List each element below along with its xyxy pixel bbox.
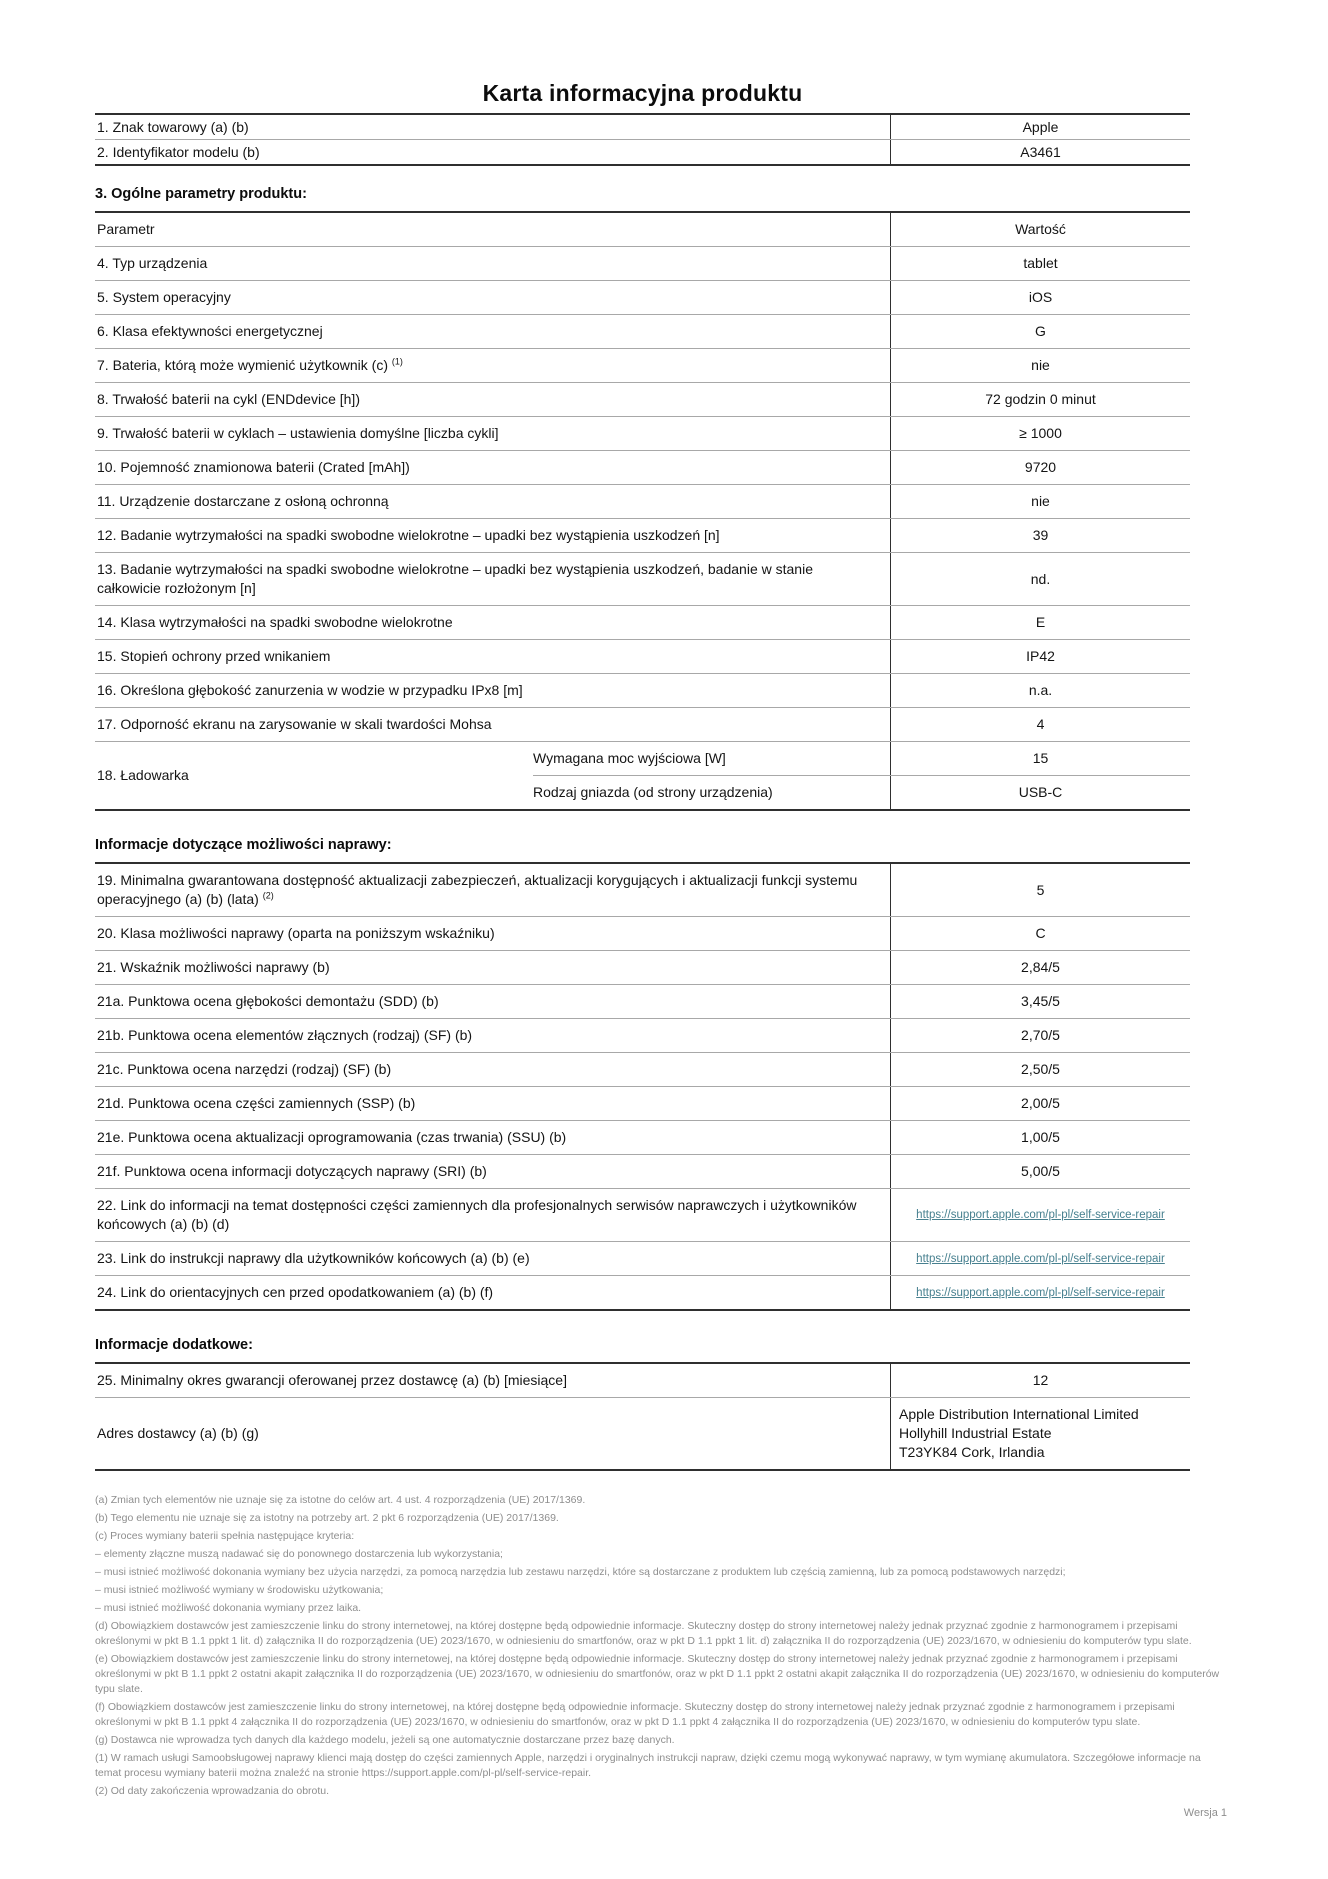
row-label: 24. Link do orientacyjnych cen przed opodatkowaniem (a) (b) (f)	[97, 1284, 494, 1300]
footnote: (b) Tego elementu nie uznaje się za istotny na potrzeby art. 2 pkt 6 rozporządzenia (UE) 2017/1369.	[95, 1512, 559, 1524]
row-label: 21c. Punktowa ocena narzędzi (rodzaj) (SF) (b)	[97, 1061, 392, 1077]
row-label: 21f. Punktowa ocena informacji dotyczących naprawy (SRI) (b)	[97, 1163, 487, 1179]
section-heading-general: 3. Ogólne parametry produktu:	[95, 186, 307, 202]
row-value: 1,00/5	[890, 1121, 1190, 1154]
table-row	[95, 450, 1190, 484]
footnote: (c) Proces wymiany baterii spełnia następujące kryteria:	[95, 1530, 355, 1542]
row-value: n.a.	[890, 674, 1190, 707]
table-row	[95, 1120, 1190, 1154]
row-value: 2,00/5	[890, 1087, 1190, 1120]
supplier-address	[890, 1398, 1190, 1469]
table-row	[95, 246, 1190, 280]
table-row	[95, 1018, 1190, 1052]
footnote: – musi istnieć możliwość dokonania wymiany bez użycia narzędzi, za pomocą narzędzia lub zestawu narzędzi, które są dostarczane z produktem lub częścią zamienną, lub za pomocą podstawowych narzędzi;	[95, 1566, 1066, 1578]
row-value: ≥ 1000	[890, 417, 1190, 450]
row-label: 13. Badanie wytrzymałości na spadki swobodne wielokrotne – upadki bez wystąpienia uszkodzeń, badanie w stanie całkowicie rozłożonym [n]	[97, 561, 813, 596]
footnote: (a) Zmian tych elementów nie uznaje się za istotne do celów art. 4 ust. 4 rozporządzenia (UE) 2017/1369.	[95, 1494, 586, 1506]
row-label: 21d. Punktowa ocena części zamiennych (SSP) (b)	[97, 1095, 416, 1111]
table-row	[95, 1188, 1190, 1241]
self-service-repair-link[interactable]: https://support.apple.com/pl-pl/self-service-repair	[916, 1286, 1165, 1299]
table-header-row	[95, 213, 1190, 246]
address-line: Hollyhill Industrial Estate	[899, 1425, 1052, 1441]
table-row	[95, 139, 1190, 164]
row-value: 2,84/5	[890, 951, 1190, 984]
row-label: 7. Bateria, którą może wymienić użytkownik (c) $^{(1)}$	[97, 356, 403, 373]
row-label: 22. Link do informacji na temat dostępności części zamiennych dla profesjonalnych serwisów naprawczych i użytkowników końcowych (a) (b) (d)	[97, 1197, 857, 1232]
table-row	[95, 1052, 1190, 1086]
version-label: Wersja 1	[1183, 1807, 1227, 1819]
footnote: (d) Obowiązkiem dostawców jest zamieszczenie linku do strony internetowej, na której dostępne będą odpowiednie informacje. Skuteczny dostęp do strony internetowej należy jednak przyznać zgodnie z harmonogramem i przepisami określonymi w pkt B 1.1 ppkt 1 lit. d) załącznika II do rozporządzenia (UE) 2023/1670, w odniesieniu do smartfonów, oraz w pkt D 1.1 ppkt 1 lit. d) załącznika II do rozporządzenia (UE) 2023/1670, w odniesieniu do komputerów typu slate.	[95, 1620, 1192, 1647]
charger-row	[95, 741, 1190, 809]
identity-table	[95, 113, 1190, 166]
table-row	[95, 984, 1190, 1018]
sub-row-value: 15	[890, 742, 1190, 775]
row-label: 25. Minimalny okres gwarancji oferowanej przez dostawcę (a) (b) [miesiące]	[97, 1372, 567, 1388]
footnote: (1) W ramach usługi Samoobsługowej naprawy klienci mają dostęp do części zamiennych Apple, narzędzi i oryginalnych instrukcji napraw, dzięki czemu mogą wykonywać naprawy, w tym wymianę akumulatora. Szczegółowe informacje na temat procesu wymiany baterii można znaleźć na stronie https://support.apple.com/pl-pl/self-service-repair.	[95, 1752, 1201, 1779]
address-line: Apple Distribution International Limited	[899, 1406, 1139, 1422]
row-value: nd.	[890, 553, 1190, 605]
table-row	[95, 416, 1190, 450]
footnote: – musi istnieć możliwość dokonania wymiany przez laika.	[95, 1602, 362, 1614]
row-label: 17. Odporność ekranu na zarysowanie w skali twardości Mohsa	[97, 716, 492, 732]
table-row	[95, 864, 1190, 916]
row-value: nie	[890, 485, 1190, 518]
table-row	[95, 1086, 1190, 1120]
table-row	[95, 1241, 1190, 1275]
row-value: nie	[890, 349, 1190, 382]
row-label: 19. Minimalna gwarantowana dostępność aktualizacji zabezpieczeń, aktualizacji korygujących i aktualizacji funkcji systemu operacyjnego (a) (b) (lata) $^{(2)}$	[97, 872, 858, 907]
row-value: 4	[890, 708, 1190, 741]
row-value: 2,70/5	[890, 1019, 1190, 1052]
row-label: 4. Typ urządzenia	[97, 255, 208, 271]
row-label: 8. Trwałość baterii na cykl (ENDdevice [h])	[97, 391, 360, 407]
table-row	[95, 280, 1190, 314]
footnote: – elementy złączne muszą nadawać się do ponownego dostarczenia lub wykorzystania;	[95, 1548, 503, 1560]
row-value	[890, 1189, 1190, 1241]
row-value: iOS	[890, 281, 1190, 314]
row-value: 2,50/5	[890, 1053, 1190, 1086]
table-row	[95, 639, 1190, 673]
row-value: E	[890, 606, 1190, 639]
section-heading-repair: Informacje dotyczące możliwości naprawy:	[95, 837, 392, 853]
row-value: 3,45/5	[890, 985, 1190, 1018]
table-row	[95, 348, 1190, 382]
column-header-parametr: Parametr	[97, 221, 155, 237]
row-value	[890, 1276, 1190, 1309]
row-label: 5. System operacyjny	[97, 289, 231, 305]
section-heading-additional: Informacje dodatkowe:	[95, 1337, 253, 1353]
row-label: 23. Link do instrukcji naprawy dla użytkowników końcowych (a) (b) (e)	[97, 1250, 530, 1266]
table-row	[95, 1364, 1190, 1397]
table-row	[95, 1154, 1190, 1188]
footnote-marker: (1)	[391, 356, 403, 367]
table-row	[95, 518, 1190, 552]
table-row	[95, 484, 1190, 518]
footnote: (e) Obowiązkiem dostawców jest zamieszczenie linku do strony internetowej, na której dostępne będą odpowiednie informacje. Skuteczny dostęp do strony internetowej należy jednak przyznać zgodnie z harmonogramem i przepisami określonymi w pkt B 1.1 ppkt 2 ostatni akapit załącznika II do rozporządzenia (UE) 2023/1670, w odniesieniu do smartfonów, oraz w pkt D 1.1 ppkt 2 ostatni akapit załącznika II do rozporządzenia (UE) 2023/1670, w odniesieniu do komputerów typu slate.	[95, 1653, 1220, 1695]
footnote-marker: (2)	[262, 890, 274, 901]
charger-sub-row	[533, 775, 1190, 809]
row-label: 14. Klasa wytrzymałości na spadki swobodne wielokrotne	[97, 614, 453, 630]
general-parameters-table	[95, 211, 1190, 811]
row-label: 1. Znak towarowy (a) (b)	[97, 119, 249, 135]
footnote: (g) Dostawca nie wprowadza tych danych dla każdego modelu, jeżeli są one automatycznie dostarczane przez bazę danych.	[95, 1734, 675, 1746]
footnotes	[95, 1493, 1227, 1799]
row-label: 10. Pojemność znamionowa baterii (Crated [mAh])	[97, 459, 410, 475]
table-row	[95, 552, 1190, 605]
row-label: 16. Określona głębokość zanurzenia w wodzie w przypadku IPx8 [m]	[97, 682, 523, 698]
table-row	[95, 115, 1190, 139]
row-label: 21. Wskaźnik możliwości naprawy (b)	[97, 959, 330, 975]
row-label: 12. Badanie wytrzymałości na spadki swobodne wielokrotne – upadki bez wystąpienia uszkodzeń [n]	[97, 527, 720, 543]
row-value: 12	[890, 1364, 1190, 1397]
page-title: Karta informacyjna produktu	[482, 80, 803, 106]
table-row	[95, 605, 1190, 639]
table-row	[95, 916, 1190, 950]
row-label: 20. Klasa możliwości naprawy (oparta na poniższym wskaźniku)	[97, 925, 495, 941]
row-value: Apple	[890, 115, 1190, 139]
charger-sub-rows	[533, 742, 1190, 809]
table-row	[95, 673, 1190, 707]
row-label: 21e. Punktowa ocena aktualizacji oprogramowania (czas trwania) (SSU) (b)	[97, 1129, 567, 1145]
table-row	[95, 950, 1190, 984]
column-header-wartosc: Wartość	[890, 213, 1190, 246]
row-value: A3461	[890, 140, 1190, 164]
sub-row-label: Rodzaj gniazda (od strony urządzenia)	[533, 784, 773, 800]
row-label: 11. Urządzenie dostarczane z osłoną ochronną	[97, 493, 389, 509]
table-row	[95, 1275, 1190, 1309]
footnote: (f) Obowiązkiem dostawców jest zamieszczenie linku do strony internetowej, na której dostępne będą odpowiednie informacje. Skuteczny dostęp do strony internetowej należy jednak przyznać zgodnie z harmonogramem i przepisami określonymi w pkt B 1.1 ppkt 4 załącznika II do rozporządzenia (UE) 2023/1670, w odniesieniu do smartfonów, oraz w pkt D 1.1 ppkt 4 załącznika II do rozporządzenia (UE) 2023/1670, w odniesieniu do komputerów typu slate.	[95, 1701, 1175, 1728]
footnote: – musi istnieć możliwość wymiany w środowisku użytkowania;	[95, 1584, 384, 1596]
row-value: 5,00/5	[890, 1155, 1190, 1188]
row-value: 5	[890, 864, 1190, 916]
row-label: 15. Stopień ochrony przed wnikaniem	[97, 648, 331, 664]
row-value	[890, 1242, 1190, 1275]
row-label: 9. Trwałość baterii w cyklach – ustawienia domyślne [liczba cykli]	[97, 425, 499, 441]
table-row	[95, 707, 1190, 741]
row-label: Adres dostawcy (a) (b) (g)	[97, 1425, 259, 1441]
self-service-repair-link[interactable]: https://support.apple.com/pl-pl/self-service-repair	[916, 1209, 1165, 1221]
charger-sub-row	[533, 742, 1190, 775]
row-value: tablet	[890, 247, 1190, 280]
footnote: (2) Od daty zakończenia wprowadzania do obrotu.	[95, 1785, 330, 1797]
row-value: C	[890, 917, 1190, 950]
table-row	[95, 314, 1190, 348]
row-label: 2. Identyfikator modelu (b)	[97, 144, 260, 160]
row-label: 21a. Punktowa ocena głębokości demontażu (SDD) (b)	[97, 993, 439, 1009]
self-service-repair-link[interactable]: https://support.apple.com/pl-pl/self-service-repair	[916, 1252, 1165, 1265]
address-line: T23YK84 Cork, Irlandia	[899, 1444, 1045, 1460]
additional-info-table	[95, 1362, 1190, 1471]
row-label: 6. Klasa efektywności energetycznej	[97, 323, 323, 339]
row-value: G	[890, 315, 1190, 348]
row-value: 72 godzin 0 minut	[890, 383, 1190, 416]
supplier-address-row	[95, 1397, 1190, 1469]
repairability-table	[95, 862, 1190, 1311]
table-row	[95, 382, 1190, 416]
row-value: 39	[890, 519, 1190, 552]
row-value: IP42	[890, 640, 1190, 673]
sub-row-value: USB-C	[890, 776, 1190, 809]
row-label: 18. Ładowarka	[97, 767, 189, 783]
sub-row-label: Wymagana moc wyjściowa [W]	[533, 750, 726, 766]
row-label: 21b. Punktowa ocena elementów złącznych (rodzaj) (SF) (b)	[97, 1027, 473, 1043]
row-value: 9720	[890, 451, 1190, 484]
